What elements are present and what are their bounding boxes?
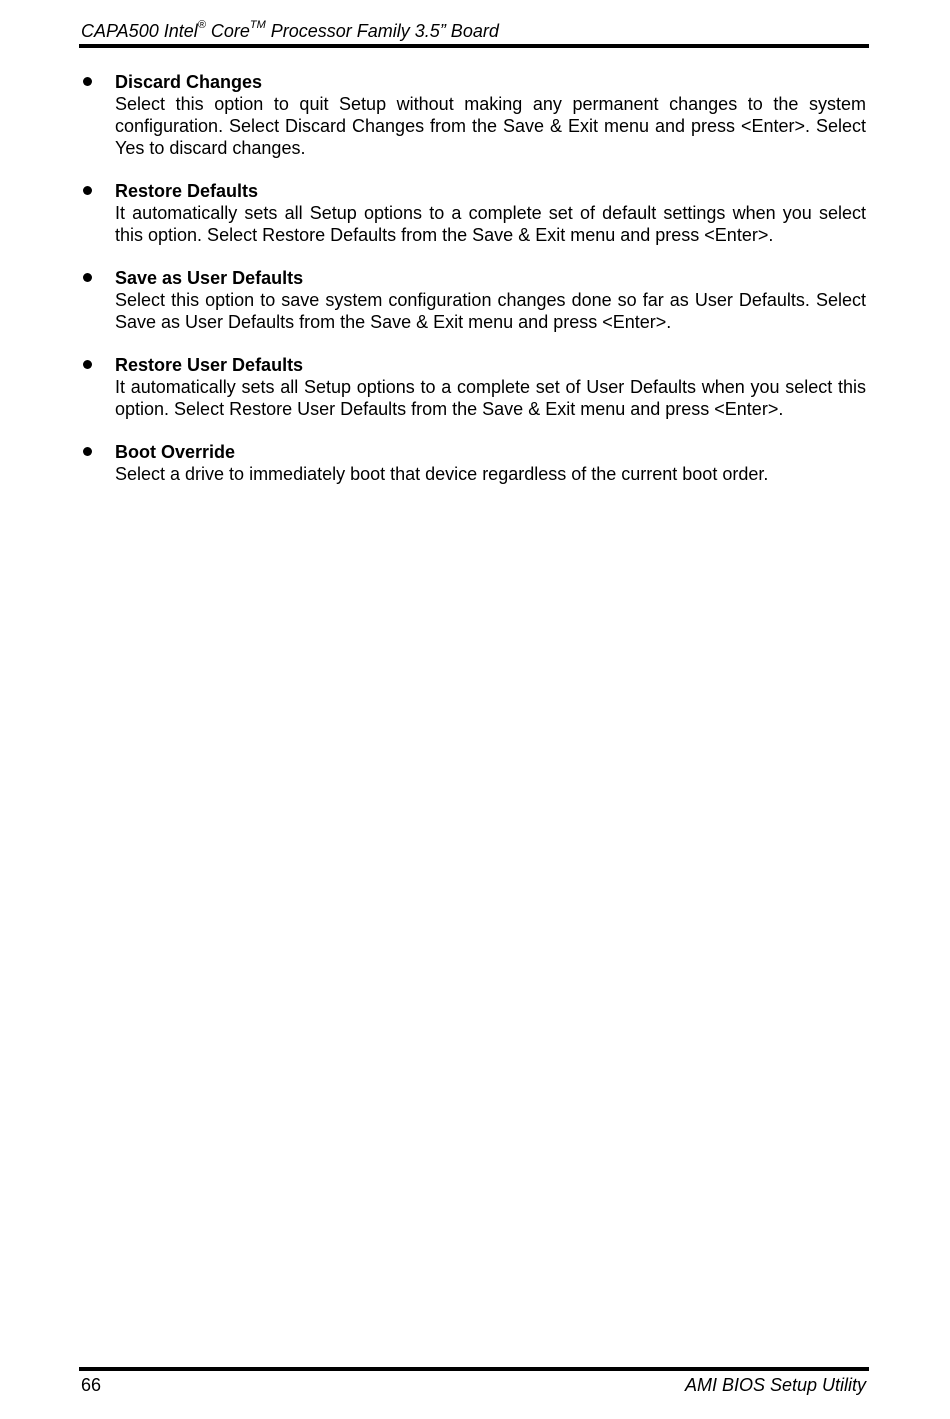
list-item-restore-user-defaults bbox=[81, 354, 866, 420]
list-item-discard-changes bbox=[81, 71, 866, 159]
registered-mark: ® bbox=[197, 19, 206, 31]
footer-rule bbox=[79, 1367, 869, 1371]
trademark-mark: TM bbox=[249, 19, 266, 31]
item-description: It automatically sets all Setup options to a complete set of User Defaults when you select this option. Select Restore User Defaults from the Save & Exit menu and press <Enter>. bbox=[115, 377, 866, 419]
header-prefix: CAPA500 Intel bbox=[81, 21, 198, 41]
list-item-boot-override bbox=[81, 441, 866, 485]
bullet-icon bbox=[83, 447, 92, 456]
item-title: Discard Changes bbox=[115, 72, 263, 92]
item-description: Select this option to save system configuration changes done so far as User Defaults. Select Save as User Defaults from the Save & Exit menu and press <Enter>. bbox=[115, 290, 866, 332]
item-description: It automatically sets all Setup options to a complete set of default settings when you select this option. Select Restore Defaults from the Save & Exit menu and press <Enter>. bbox=[115, 203, 866, 245]
item-description: Select a drive to immediately boot that device regardless of the current boot order. bbox=[115, 464, 769, 484]
footer-section-title: AMI BIOS Setup Utility bbox=[684, 1375, 866, 1395]
list-item-restore-defaults bbox=[81, 180, 866, 246]
header-suffix: Processor Family 3.5” Board bbox=[265, 21, 499, 41]
page-header bbox=[81, 19, 868, 43]
header-core: Core bbox=[205, 21, 250, 41]
item-title: Save as User Defaults bbox=[115, 268, 304, 288]
bullet-icon bbox=[83, 360, 92, 369]
item-description: Select this option to quit Setup without making any permanent changes to the system configuration. Select Discard Changes from the Save & Exit menu and press <Enter>. Select Yes to discard changes. bbox=[115, 94, 866, 158]
bullet-icon bbox=[83, 77, 92, 86]
header-rule bbox=[79, 44, 869, 48]
document-body bbox=[81, 71, 866, 506]
page-number: 66 bbox=[81, 1375, 102, 1395]
bullet-icon bbox=[83, 273, 92, 282]
item-title: Boot Override bbox=[115, 442, 236, 462]
list-item-save-user-defaults bbox=[81, 267, 866, 333]
bullet-icon bbox=[83, 186, 92, 195]
item-title: Restore Defaults bbox=[115, 181, 259, 201]
item-title: Restore User Defaults bbox=[115, 355, 304, 375]
